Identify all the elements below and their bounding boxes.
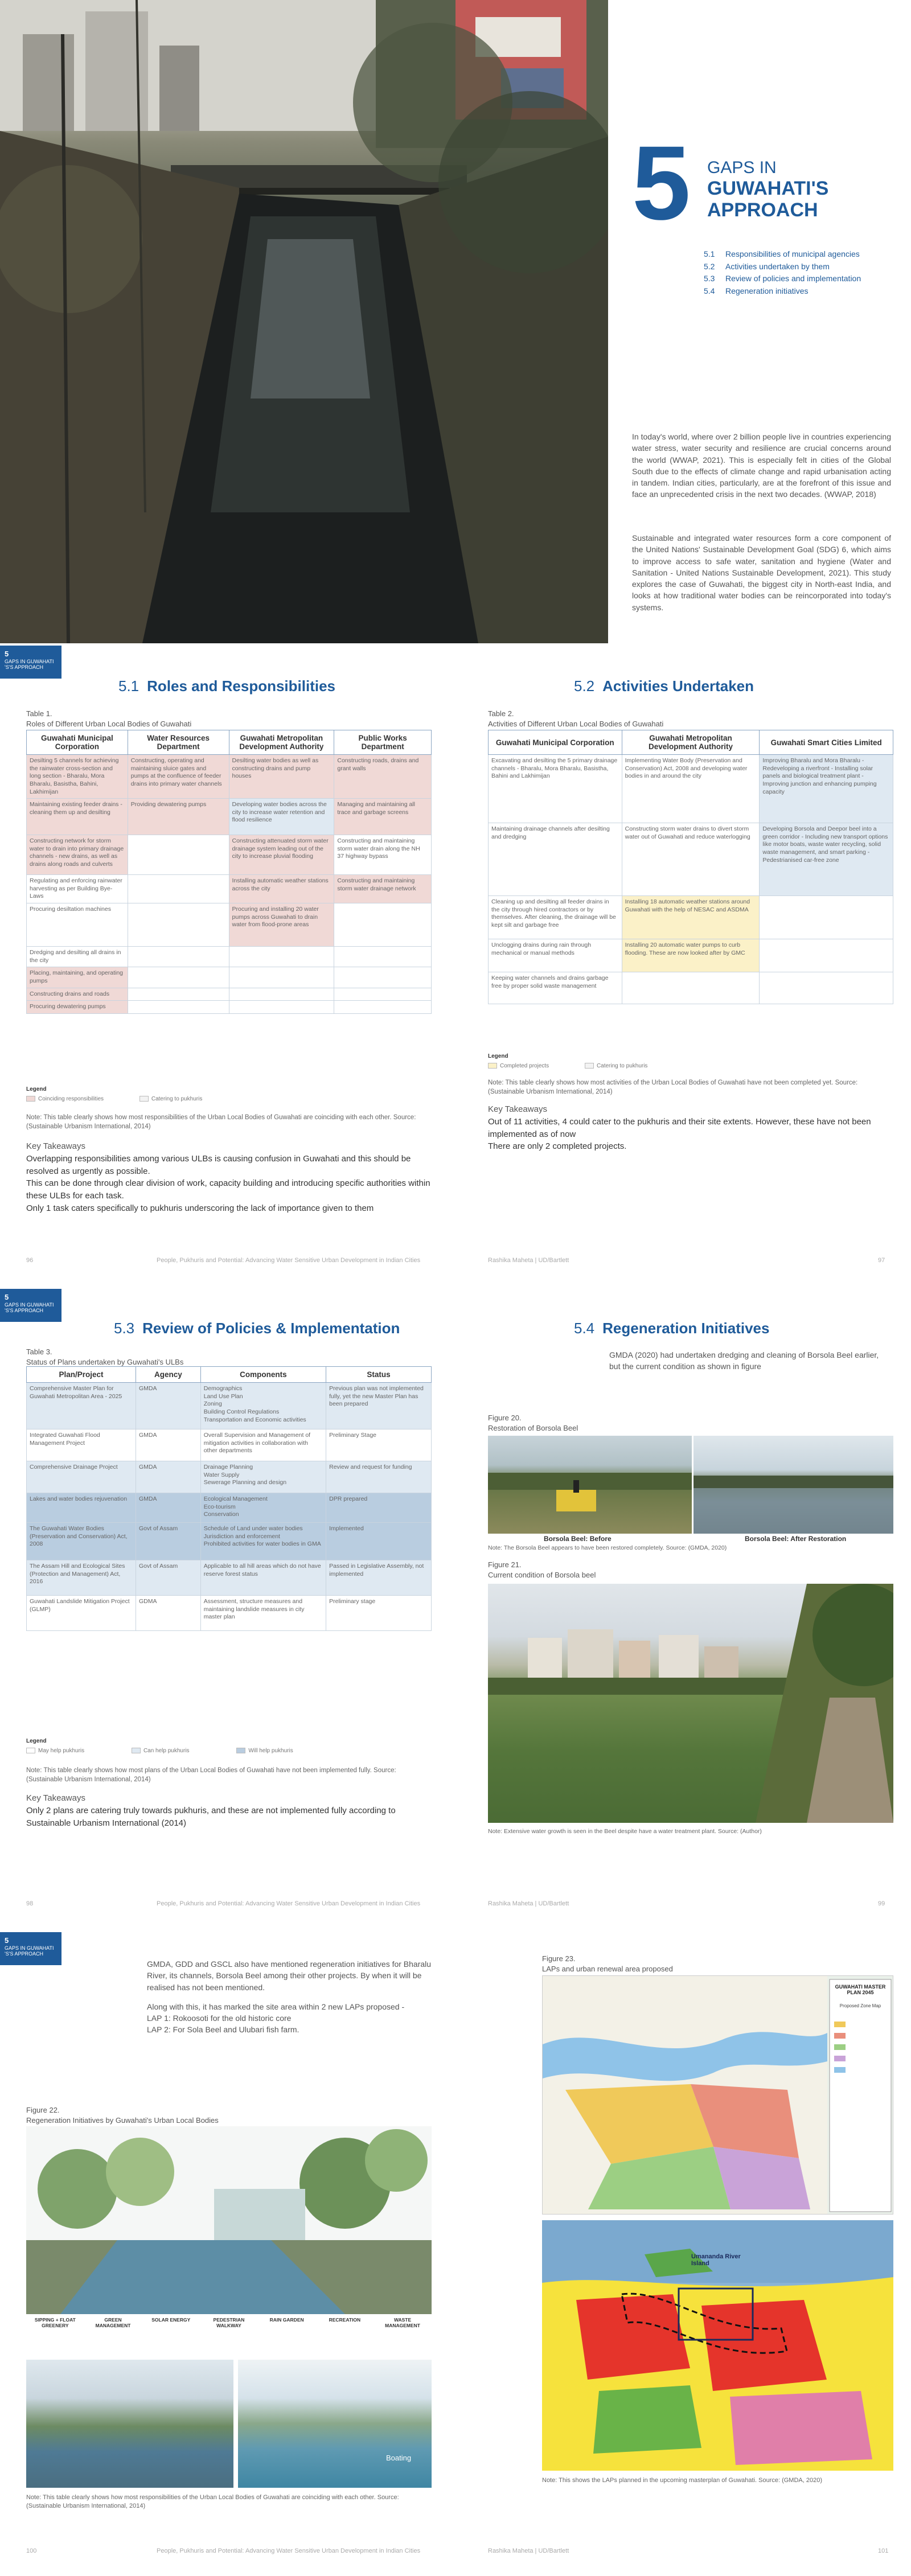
table-cell: Govt of Assam [136,1560,200,1596]
table-cell [128,947,229,967]
figure-20-note: Note: The Borsola Beel appears to have been restored completely. Source: (GMDA, 2020) [488,1544,727,1551]
canal-photo [0,0,608,643]
regeneration-illustration [26,2126,432,2354]
table-row [489,896,893,939]
table-header: Guwahati Metropolitan Development Authority [229,730,334,755]
table-cell: GMDA [136,1461,200,1493]
table-cell: Constructing, operating and maintaining sluice gates and pumps at the confluence of feeder drains into primary water channels [128,755,229,799]
toc-item[interactable]: 5.4 Regeneration initiatives [704,286,809,296]
chapter-title [707,158,828,221]
table-cell: GMDA [136,1429,200,1461]
borsola-current-photo [488,1584,893,1823]
table-cell: Ecological Management Eco-tourism Conservation [200,1493,326,1523]
page-number: 100 [26,2548,37,2554]
figure-20-caption: Figure 20. Restoration of Borsola Beel [488,1414,578,1432]
table-cell: Constructing and maintaining storm water drain along the NH 37 highway bypass [334,835,432,875]
table-cell: Constructing roads, drains and grant walls [334,755,432,799]
table-row [489,939,893,972]
table-cell: Integrated Guwahati Flood Management Project [27,1429,136,1461]
table-1-legend: Legend Coinciding responsibilities Catering to pukhuris [26,1086,203,1102]
table-cell [229,1001,334,1014]
table-row [27,967,432,988]
table-cell: The Assam Hill and Ecological Sites (Protection and Management) Act, 2016 [27,1560,136,1596]
table-cell [760,896,893,939]
riverfront-render-1 [26,2360,233,2488]
table-cell [760,939,893,972]
table-row [27,875,432,903]
table-header: Guwahati Municipal Corporation [27,730,128,755]
table-row [27,1560,432,1596]
policies-regeneration-spread [0,1287,911,1930]
p4-intro-1: GMDA, GDD and GSCL also have mentioned regeneration initiatives for Bharalu River, its channels, Borsola Beel among their other projects. By when it will be realised has not been mentioned. [147,1959,432,1992]
table-cell: Developing Borsola and Deepor beel into a green corridor - Including new transport options like motor boats, waste water recycling, solid waste management, and smart parking - Pedestrianised car-free zone [760,823,893,896]
table-3-note: Note: This table clearly shows how most plans of the Urban Local Bodies of Guwahati have not been implemented fully. Source: (Sustainable Urbanism International, 2014) [26,1767,396,1783]
canal-photo-drawing [0,0,608,643]
roles-table [26,730,432,1014]
table-cell: Installing automatic weather stations across the city [229,875,334,903]
table-row [27,1596,432,1631]
section-5-3-takeaways: Key Takeaways Only 2 plans are catering truly towards pukhuris, and these are not implemented fully according to Sustainable Urbanism International (2014) [26,1793,396,1828]
table-cell: Maintaining existing feeder drains - cleaning them up and desilting [27,799,128,835]
table-row [27,835,432,875]
table-row [27,903,432,947]
footer-author: Rashika Maheta | UD/Bartlett [488,2548,569,2554]
legend-swatch [139,1096,149,1102]
table-cell: Comprehensive Drainage Project [27,1461,136,1493]
toc-item[interactable]: 5.1 Responsibilities of municipal agencies [704,249,860,258]
table-cell: Procuring dewatering pumps [27,1001,128,1014]
intro-paragraph-2: Sustainable and integrated water resources form a core component of the United Nations' Sustainable Development Goal (SDG) 6, which aims to improve access to safe water, sanitation and hygiene (Water and Sanitation - United Nations Sustainable Development, 2021). This study explores the case of Guwahati, the biggest city in North-east India, and looks at how traditional water bodies can be reincorporated into today's systems. [632,533,891,612]
policies-table [26,1366,432,1631]
master-plan-map-drawing [543,1976,893,2215]
table-row [27,755,432,799]
table-cell: Guwahati Landslide Mitigation Project (GLMP) [27,1596,136,1631]
table-cell: Improving Bharalu and Mora Bharalu - Redeveloping a riverfront - Installing solar panels and biological treatment plant - Improving junction and enhancing pumping capacity [760,755,893,823]
footer-title: People, Pukhuris and Potential: Advancing Water Sensitive Urban Development in Indian Cities [157,1900,421,1907]
table-row [27,799,432,835]
table-cell: Overall Supervision and Management of mitigation activities in collaboration with other departments [200,1429,326,1461]
legend-swatch [585,1063,594,1069]
table-cell: Providing dewatering pumps [128,799,229,835]
chapter-toc [704,248,861,298]
page-number: 96 [26,1257,34,1264]
table-cell: Demographics Land Use Plan Zoning Building Control Regulations Transportation and Economic activities [200,1383,326,1429]
table-cell: Applicable to all hill areas which do not have reserve forest status [200,1560,326,1596]
section-5-1-takeaways: Key Takeaways Overlapping responsibilities among various ULBs is causing confusion in Guwahati and this should be resolved as urgently as possible. This can be done through clear division of work, capacity building and introducing specific authorities within these ULBs for each task. Only 1 task caters specifically to pukhuris underscoring the lack of importance given to them [26,1141,430,1213]
table-cell: Preliminary stage [326,1596,432,1631]
table-cell: Constructing drains and roads [27,988,128,1001]
table-cell: Dredging and desilting all drains in the city [27,947,128,967]
table-cell [229,947,334,967]
table-cell: Passed in Legislative Assembly, not implemented [326,1560,432,1596]
map-subtitle: Proposed Zone Map [839,2003,881,2008]
chapter-badge: 5 GAPS IN GUWAHATI 'S'S APPROACH [0,1289,61,1322]
table-header: Status [326,1367,432,1383]
legend-swatch [132,1748,141,1753]
table-cell: Govt of Assam [136,1523,200,1560]
table-3 [26,1366,432,1631]
table-3-caption: Table 3. Status of Plans undertaken by Guwahati's ULBs [26,1347,184,1366]
roles-activities-spread [0,643,911,1287]
table-cell: Regulating and enforcing rainwater harvesting as per Building Bye-Laws [27,875,128,903]
table-cell [334,967,432,988]
table-cell [229,967,334,988]
chapter-number: 5 [632,125,691,242]
figure-23-note: Note: This shows the LAPs planned in the upcoming masterplan of Guwahati. Source: (GMDA, 2020) [542,2477,822,2484]
table-cell [760,972,893,1004]
table-cell: Implementing Water Body (Preservation and Conservation) Act, 2008 and developing water bodies in and around the city [622,755,760,823]
table-header: Guwahati Municipal Corporation [489,730,622,755]
toc-item[interactable]: 5.2 Activities undertaken by them [704,261,830,271]
table-cell: Cleaning up and desilting all feeder drains in the city through hired contractors or by themselves. After cleaning, the drainage will be kept silt and garbage free [489,896,622,939]
table-cell: Previous plan was not implemented fully, yet the new Master Plan has been prepared [326,1383,432,1429]
table-cell: Maintaining drainage channels after desilting and dredging [489,823,622,896]
initiatives-maps-spread [0,1930,911,2576]
section-5-2-takeaways: Key Takeaways Out of 11 activities, 4 could cater to the pukhuris and their site extents. However, these have not been implemented as of now There are only 2 completed projects. [488,1104,871,1152]
chapter-opener-spread [0,0,911,643]
intro-paragraph-1: In today's world, where over 2 billion people live in countries experiencing water stress, water security and resilience are crucial concerns around the world (WWAP, 2021). This is especially felt in cities of the Global South due to the effects of climate change and rapid urbanisation acting in tandem. Indian cities, particularly, are at the forefront of this issue and face an unprecedented crisis in the next two decades. (WWAP, 2018) [632,432,891,499]
table-header: Guwahati Metropolitan Development Authority [622,730,760,755]
table-cell: Placing, maintaining, and operating pumps [27,967,128,988]
table-cell: Constructing and maintaining storm water drainage network [334,875,432,903]
table-cell: Desilting 5 channels for achieving the rainwater cross-section and long section - Bharalu, Mora Bharalu, Basistha, Bahini, Lakhimijan [27,755,128,799]
table-cell [229,988,334,1001]
current-photo-drawing [488,1584,893,1823]
table-cell: Implemented [326,1523,432,1560]
table-row [489,755,893,823]
figure-22-caption: Figure 22. Regeneration Initiatives by Guwahati's Urban Local Bodies [26,2106,219,2125]
legend-swatch [26,1096,35,1102]
after-label: Borsola Beel: After Restoration [745,1535,847,1543]
table-cell: Constructing storm water drains to divert storm water out of Guwahati and reduce waterlogging [622,823,760,896]
table-cell [334,1001,432,1014]
table-row [27,947,432,967]
table-cell: Comprehensive Master Plan for Guwahati Metropolitan Area - 2025 [27,1383,136,1429]
chapter-badge: 5 GAPS IN GUWAHATI 'S'S APPROACH [0,1932,61,1965]
table-cell: Assessment, structure measures and maintaining landslide measures in city master plan [200,1596,326,1631]
table-row [489,972,893,1004]
section-5-2-heading: 5.2 Activities Undertaken [574,677,754,695]
table-cell: Lakes and water bodies rejuvenation [27,1493,136,1523]
table-cell [334,988,432,1001]
table-cell: Review and request for funding [326,1461,432,1493]
table-cell: The Guwahati Water Bodies (Preservation and Conservation) Act, 2008 [27,1523,136,1560]
illustration-labels: SIPPING + FLOAT GREENERY GREEN MANAGEMENT SOLAR ENERGY PEDESTRIAN WALKWAY RAIN GARDEN RECREATION WASTE MANAGEMENT [34,2317,420,2328]
borsola-before-photo [488,1436,692,1534]
activities-table [488,730,893,1004]
table-cell: Preliminary Stage [326,1429,432,1461]
table-cell: Schedule of Land under water bodies Jurisdiction and enforcement Prohibited activities for water bodies in GMA [200,1523,326,1560]
table-3-legend: Legend May help pukhuris Can help pukhuris Will help pukhuris [26,1738,293,1754]
table-cell: Constructing attenuated storm water drainage system leading out of the city to increase pluvial flooding [229,835,334,875]
lap-map [542,2220,893,2471]
legend-swatch [26,1748,35,1753]
page-number: 98 [26,1900,34,1907]
table-header: Guwahati Smart Cities Limited [760,730,893,755]
table-cell [128,835,229,875]
map-title: GUWAHATI MASTER PLAN 2045 [835,1984,886,1995]
footer-title: People, Pukhuris and Potential: Advancing Water Sensitive Urban Development in Indian Cities [157,1257,421,1264]
page-number: 101 [878,2548,889,2554]
table-row [27,1461,432,1493]
table-cell: Unclogging drains during rain through mechanical or manual methods [489,939,622,972]
table-cell [128,967,229,988]
table-cell: Developing water bodies across the city to increase water retention and flood resilience [229,799,334,835]
table-cell [128,903,229,947]
table-2 [488,730,893,1004]
table-row [27,1383,432,1429]
before-label: Borsola Beel: Before [544,1535,612,1543]
before-photo-drawing [488,1436,692,1534]
table-2-caption: Table 2. Activities of Different Urban Local Bodies of Guwahati [488,709,664,728]
chapter-badge: 5 GAPS IN GUWAHATI 'S'S APPROACH [0,646,61,679]
table-cell [334,947,432,967]
table-2-legend: Legend Completed projects Catering to pukhuris [488,1053,648,1069]
p4-intro-2: Along with this, it has marked the site area within 2 new LAPs proposed - [147,2002,405,2011]
footer-title: People, Pukhuris and Potential: Advancing Water Sensitive Urban Development in Indian Cities [157,2548,421,2554]
chapter-title-line3: APPROACH [707,199,818,221]
footer-author: Rashika Maheta | UD/Bartlett [488,1900,569,1907]
section-5-1-heading: 5.1 Roles and Responsibilities [118,677,336,695]
section-5-4-intro: GMDA (2020) had undertaken dredging and cleaning of Borsola Beel earlier, but the current condition as shown in figure [609,1350,879,1371]
table-row [27,1523,432,1560]
master-plan-map [542,1975,893,2215]
figure-23-caption: Figure 23. LAPs and urban renewal area proposed [542,1954,673,1973]
table-cell [128,988,229,1001]
boating-label: Boating [386,2454,412,2462]
figure-21-note: Note: Extensive water growth is seen in the Beel despite have a water treatment plant. Source: (Author) [488,1828,762,1835]
riverfront-render-2 [238,2360,432,2488]
table-1-caption: Table 1. Roles of Different Urban Local Bodies of Guwahati [26,709,192,728]
table-cell: Managing and maintaining all trace and garbage screens [334,799,432,835]
island-label: Umananda River Island [691,2253,741,2267]
figure-22-note: Note: This table clearly shows how most responsibilities of the Urban Local Bodies of Guwahati are coinciding with each other. Source: (Sustainable Urbanism International, 2014) [26,2494,399,2509]
table-cell: Drainage Planning Water Supply Sewerage Planning and design [200,1461,326,1493]
table-header: Public Works Department [334,730,432,755]
table-cell: Installing 18 automatic weather stations around Guwahati with the help of NESAC and ASDMA [622,896,760,939]
legend-swatch [488,1063,497,1069]
page-number: 99 [878,1900,885,1907]
table-cell: Procuring and installing 20 water pumps across Guwahati to drain water from flood-prone areas [229,903,334,947]
table-cell: Keeping water channels and drains garbage free by proper solid waste management [489,972,622,1004]
table-row [27,1493,432,1523]
chapter-title-line1: GAPS IN [707,158,777,177]
table-row [27,988,432,1001]
table-row [489,823,893,896]
section-5-3-heading: 5.3 Review of Policies & Implementation [114,1320,400,1337]
table-1-note: Note: This table clearly shows how most responsibilities of the Urban Local Bodies of Guwahati are coinciding with each other. Source: (Sustainable Urbanism International, 2014) [26,1114,416,1130]
table-cell [334,903,432,947]
table-cell: DPR prepared [326,1493,432,1523]
table-row [27,1429,432,1461]
table-header: Water Resources Department [128,730,229,755]
toc-item[interactable]: 5.3 Review of policies and implementation [704,274,861,284]
table-header: Components [200,1367,326,1383]
table-cell [128,875,229,903]
table-cell: GMDA [136,1493,200,1523]
table-header: Plan/Project [27,1367,136,1383]
table-cell: Desilting water bodies as well as constructing drains and pump houses [229,755,334,799]
table-cell: Excavating and desilting the 5 primary drainage channels - Bharalu, Mora Bharalu, Basistha, Bahini and Lakhimijan [489,755,622,823]
table-cell: GDMA [136,1596,200,1631]
table-cell: Constructing network for storm water to drain into primary drainage channels - new drains, as well as drains along roads and culverts [27,835,128,875]
table-cell [622,972,760,1004]
section-5-4-heading: 5.4 Regeneration Initiatives [574,1320,770,1337]
lap-1: LAP 1: Rokoosoti for the old historic core [147,2014,292,2023]
table-cell: GMDA [136,1383,200,1429]
table-header: Agency [136,1367,200,1383]
table-cell [128,1001,229,1014]
footer-author: Rashika Maheta | UD/Bartlett [488,1257,569,1264]
borsola-after-photo [693,1436,893,1534]
after-photo-drawing [693,1436,893,1534]
legend-swatch [236,1748,245,1753]
table-cell: Installing 20 automatic water pumps to curb flooding. These are now looked after by GMC [622,939,760,972]
chapter-title-line2: GUWAHATI'S [707,177,829,199]
lap-2: LAP 2: For Sola Beel and Ulubari fish farm. [147,2025,299,2034]
table-2-note: Note: This table clearly shows how most activities of the Urban Local Bodies of Guwahati have not been completed yet. Source: (Sustainable Urbanism International, 2014) [488,1079,858,1095]
figure-21-caption: Figure 21. Current condition of Borsola beel [488,1560,596,1579]
page-number: 97 [878,1257,885,1264]
table-cell: Procuring desiltation machines [27,903,128,947]
table-1 [26,730,432,1014]
table-row [27,1001,432,1014]
